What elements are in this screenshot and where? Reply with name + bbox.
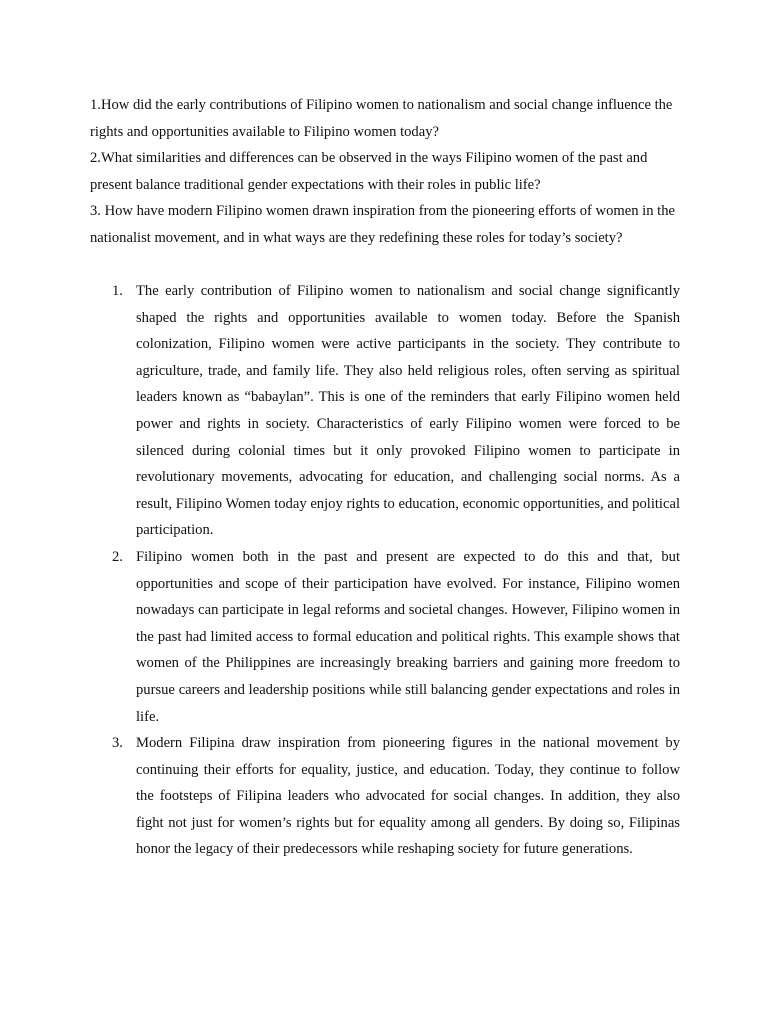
- answer-number: 2.: [112, 548, 123, 565]
- answer-item-2: [90, 544, 680, 730]
- answers-list: [90, 278, 680, 863]
- question-3: 3. How have modern Filipino women drawn inspiration from the pioneering efforts of women in the nationalist movement, and in what ways are they redefining these roles for today’s society?: [90, 203, 675, 246]
- answer-number: 3.: [112, 735, 123, 752]
- answer-number: 1.: [112, 283, 123, 299]
- answer-text: Filipino women both in the past and present are expected to do this and that, but opportunities and scope of their participation have evolved. For instance, Filipino women nowadays can participate in legal reforms and societal changes. However, Filipino women in the past had limited access to formal education and political rights. This example shows that women of the Philippines are increasingly breaking barriers and gaining more freedom to pursue careers and leadership positions while still balancing gender expectations and roles in life.: [136, 548, 680, 725]
- answer-text: The early contribution of Filipino women to nationalism and social change significantly shaped the rights and opportunities available to women today. Before the Spanish colonization, Filipino women were active participants in the society. They contribute to agriculture, trade, and family life. They also held religious roles, often serving as spiritual leaders known as “babaylan”. This is one of the reminders that early Filipino women held power and rights in society. Characteristics of early Filipino women were forced to be silenced during colonial times but it only provoked Filipino women to participate in revolutionary movements, advocating for education, and challenging social norms. As a result, Filipino Women today enjoy rights to education, economic opportunities, and political participation.: [136, 283, 680, 539]
- question-2: 2.What similarities and differences can be observed in the ways Filipino women of the past and present balance traditional gender expectations with their roles in public life?: [90, 150, 648, 193]
- answer-item-1: [90, 278, 680, 544]
- answer-item-3: [90, 730, 680, 863]
- questions-section: [90, 92, 680, 252]
- question-1: 1.How did the early contributions of Filipino women to nationalism and social change influence the rights and opportunities available to Filipino women today?: [90, 97, 673, 140]
- answer-text: Modern Filipina draw inspiration from pioneering figures in the national movement by continuing their efforts for equality, justice, and education. Today, they continue to follow the footsteps of Filipina leaders who advocated for social changes. In addition, they also fight not just for women’s rights but for equality among all genders. By doing so, Filipinas honor the legacy of their predecessors while reshaping society for future generations.: [136, 735, 680, 858]
